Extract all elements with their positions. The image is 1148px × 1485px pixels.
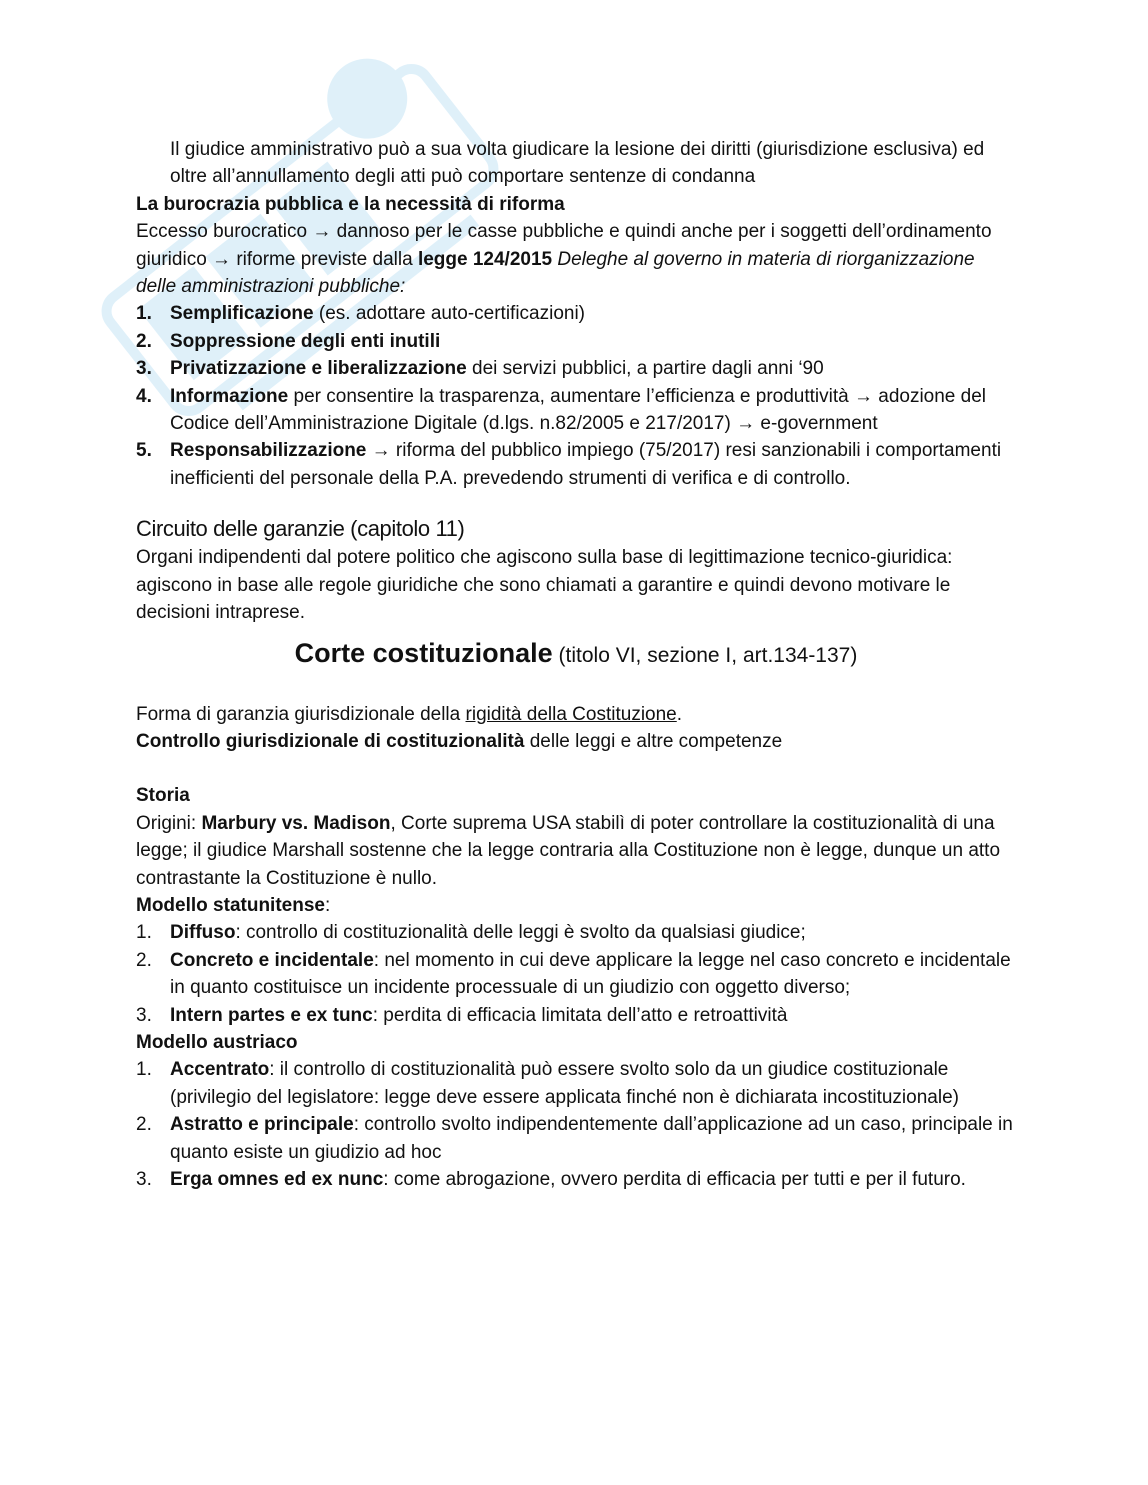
page-title bbox=[136, 633, 1016, 677]
list-item-text: : come abrogazione, ovvero perdita di efficacia per tutti e per il futuro. bbox=[383, 1169, 966, 1190]
list-item-title: Informazione bbox=[170, 385, 289, 407]
circuito-paragraph: Organi indipendenti dal potere politico che agiscono sulla base di legittimazione tecnico-giuridica: agiscono in base alle regole giuridiche che sono chiamati a garantire e quindi devono motivare le decisioni intraprese. bbox=[136, 547, 953, 624]
corte-line-2 bbox=[136, 728, 1016, 755]
austria-model-list bbox=[136, 1056, 1016, 1193]
list-item bbox=[136, 328, 1016, 355]
list-item-text: : controllo di costituzionalità delle leggi è svolto da qualsiasi giudice; bbox=[235, 922, 806, 944]
list-item-title: Intern partes e ex tunc bbox=[170, 1004, 373, 1026]
list-item-title: Responsabilizzazione bbox=[170, 440, 367, 462]
title-main: Corte costituzionale bbox=[294, 637, 553, 668]
list-item bbox=[136, 1111, 1016, 1166]
modello-usa-colon: : bbox=[324, 894, 331, 916]
list-item-text: : perdita di efficacia limitata dell’atto e retroattività bbox=[372, 1004, 788, 1026]
law-title: Deleghe al governo in materia di riorganizzazione delle amministrazioni pubbliche: bbox=[136, 248, 975, 298]
list-number: 3. bbox=[136, 358, 152, 380]
list-item bbox=[136, 300, 1016, 327]
list-item-text: : nel momento in cui deve applicare la legge nel caso concreto e incidentale in quanto costituisce un incidente processuale di un giudizio con oggetto diverso; bbox=[170, 949, 1011, 999]
list-number: 5. bbox=[136, 440, 152, 462]
list-item bbox=[136, 919, 1016, 946]
list-item bbox=[136, 1166, 1016, 1193]
burocrazia-paragraph bbox=[136, 218, 1016, 300]
list-item bbox=[136, 1056, 1016, 1111]
list-item-title: Soppressione degli enti inutili bbox=[170, 330, 441, 352]
list-item-title: Semplificazione bbox=[170, 303, 314, 325]
corte-line-2-text: delle leggi e altre competenze bbox=[524, 730, 783, 752]
list-number: 4. bbox=[136, 385, 152, 407]
origini-text: , Corte suprema USA stabilì di poter controllare la costituzionalità di una legge; il giudice Marshall sostenne che la legge contraria alla Costituzione non è legge, dunque un atto contrastante la Costituzione è nullo. bbox=[136, 812, 1001, 889]
list-number: 2. bbox=[136, 1114, 152, 1136]
list-item-title: Erga omnes ed ex nunc bbox=[170, 1169, 384, 1190]
section-heading-burocrazia: La burocrazia pubblica e la necessità di riforma bbox=[136, 193, 565, 215]
corte-line-1 bbox=[136, 701, 1016, 728]
corte-line-1-text: Forma di garanzia giurisdizionale della bbox=[136, 703, 466, 725]
modello-austria-heading: Modello austriaco bbox=[136, 1031, 298, 1053]
section-heading-circuito: Circuito delle garanzie (capitolo 11) bbox=[136, 516, 465, 542]
list-item-title: Accentrato bbox=[170, 1059, 270, 1081]
intro-paragraph: Il giudice amministrativo può a sua volta giudicare la lesione dei diritti (giurisdizione esclusiva) ed oltre all’annullamento degli atti può comportare sentenze di condanna bbox=[170, 139, 985, 188]
document-body bbox=[136, 136, 1016, 1193]
list-item-text: (es. adottare auto-certificazioni) bbox=[313, 303, 586, 325]
modello-usa-heading bbox=[136, 892, 1016, 919]
list-item bbox=[136, 383, 1016, 438]
list-item bbox=[136, 355, 1016, 382]
list-item-title: Privatizzazione e liberalizzazione bbox=[170, 358, 467, 380]
origini-label: Origini: bbox=[136, 812, 202, 834]
law-reference: legge 124/2015 bbox=[417, 248, 553, 270]
burocrazia-text: Eccesso burocratico → dannoso per le casse pubbliche e quindi anche per i soggetti dell’ordinamento giuridico → riforme previste dalla bbox=[136, 221, 992, 270]
case-name: Marbury vs. Madison bbox=[201, 812, 391, 834]
list-number: 3. bbox=[136, 1004, 152, 1026]
list-item bbox=[136, 947, 1016, 1002]
list-number: 1. bbox=[136, 303, 152, 325]
reform-list bbox=[136, 300, 1016, 492]
list-item bbox=[136, 437, 1016, 492]
list-item-text: : controllo svolto indipendentemente dall’applicazione ad un caso, principale in quanto esiste un giudizio ad hoc bbox=[170, 1114, 1013, 1163]
list-item-title: Concreto e incidentale bbox=[170, 949, 374, 971]
list-item-text: → riforma del pubblico impiego (75/2017) resi sanzionabili i comportamenti inefficienti del personale della P.A. prevedendo strumenti di verifica e di controllo. bbox=[170, 440, 1002, 489]
corte-line-1-end: . bbox=[676, 703, 683, 725]
list-number: 2. bbox=[136, 949, 152, 971]
list-number: 3. bbox=[136, 1169, 152, 1190]
list-item-text: : il controllo di costituzionalità può essere svolto solo da un giudice costituzionale (privilegio del legislatore: legge deve essere applicata finché non è dichiarata incostituzionale) bbox=[170, 1059, 959, 1108]
list-item-text: dei servizi pubblici, a partire dagli anni ‘90 bbox=[466, 358, 824, 380]
origini-paragraph bbox=[136, 810, 1016, 892]
section-heading-storia: Storia bbox=[136, 785, 190, 807]
modello-usa-title: Modello statunitense bbox=[136, 894, 325, 916]
list-number: 1. bbox=[136, 922, 152, 944]
underlined-phrase: rigidità della Costituzione bbox=[465, 703, 677, 725]
list-item-title: Diffuso bbox=[170, 922, 236, 944]
list-item bbox=[136, 1002, 1016, 1029]
title-subtitle: (titolo VI, sezione I, art.134-137) bbox=[552, 643, 858, 667]
list-item-title: Astratto e principale bbox=[170, 1114, 354, 1136]
usa-model-list bbox=[136, 919, 1016, 1029]
list-number: 1. bbox=[136, 1059, 152, 1081]
list-item-text: per consentire la trasparenza, aumentare l’efficienza e produttività → adozione del Codice dell’Amministrazione Digitale (d.lgs. n.82/2005 e 217/2017) → e-government bbox=[170, 385, 987, 435]
list-number: 2. bbox=[136, 330, 152, 352]
corte-line-2-bold: Controllo giurisdizionale di costituzionalità bbox=[136, 730, 525, 752]
